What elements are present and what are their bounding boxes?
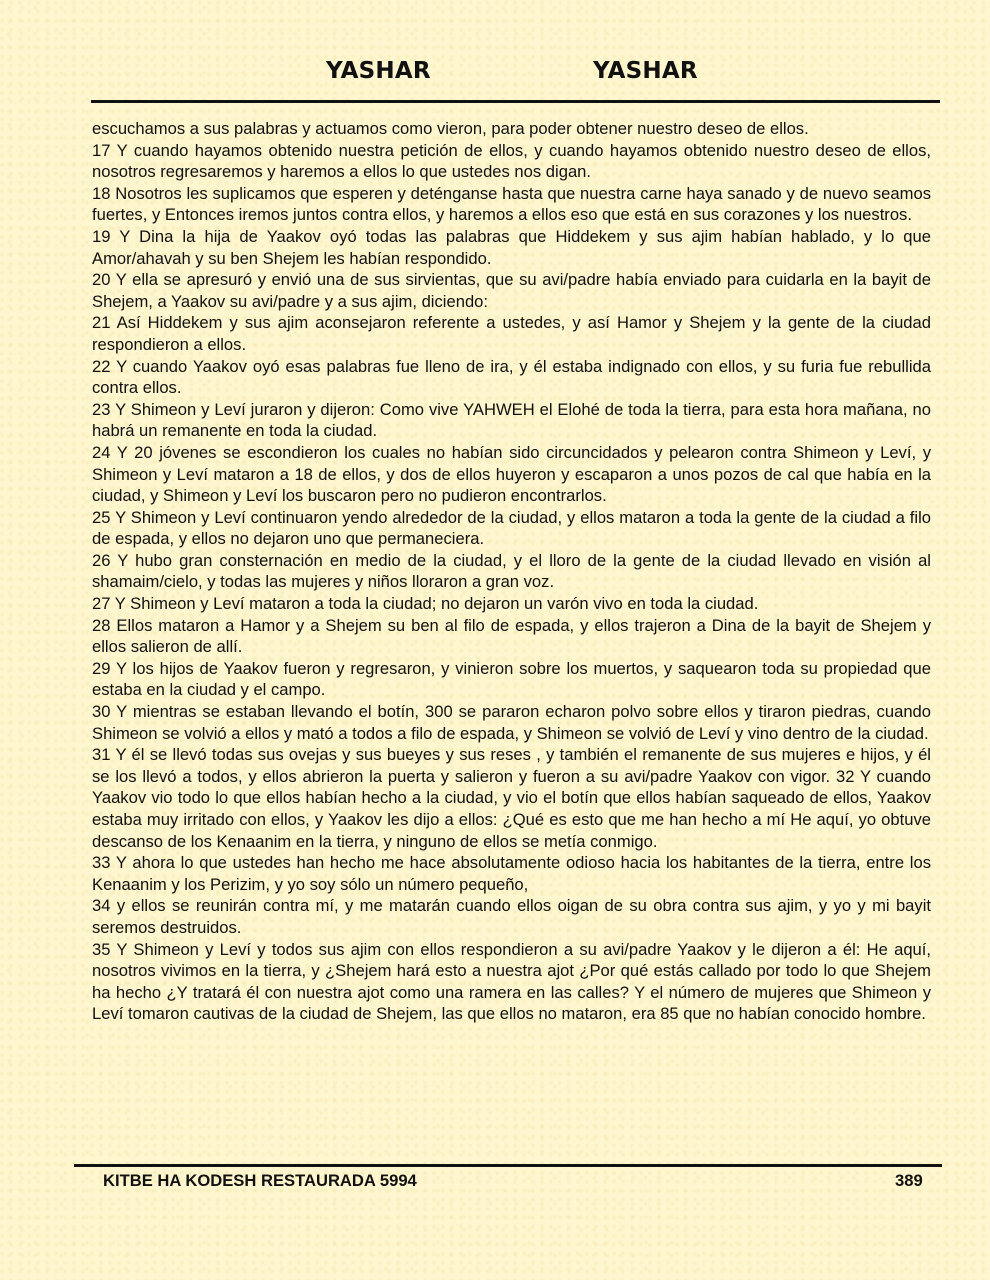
page-body — [92, 118, 931, 1158]
page-header — [0, 58, 990, 90]
page-number: 389 — [895, 1171, 923, 1190]
verse-27: 27 Y Shimeon y Leví mataron a toda la ciudad; no dejaron un varón vivo en toda la ciudad. — [92, 594, 759, 614]
verse-33: 33 Y ahora lo que ustedes han hecho me hace absolutamente odioso hacia los habitantes de la tierra, entre los Kenaanim y los Perizim, y yo soy sólo un número pequeño, — [92, 853, 931, 894]
verse-21: 21 Así Hiddekem y sus ajim aconsejaron referente a ustedes, y así Hamor y Shejem y la gente de la ciudad respondieron a ellos. — [92, 313, 931, 354]
verse-24: 24 Y 20 jóvenes se escondieron los cuales no habían sido circuncidados y pelearon contra Shimeon y Leví, y Shimeon y Leví mataron a 18 de ellos, y dos de ellos huyeron y escaparon a unos pozos de cal que había en la ciudad, y Shimeon y Leví los buscaron pero no pudieron encontrarlos. — [92, 442, 931, 506]
verse-26: 26 Y hubo gran consternación en medio de la ciudad, y el lloro de la gente de la ciudad llevado en visión al shamaim/cielo, y todas las mujeres y niños lloraron a gran voz. — [92, 550, 931, 592]
paragraph: escuchamos a sus palabras y actuamos como vieron, para poder obtener nuestro deseo de ellos. — [92, 119, 809, 138]
verse-19: 19 Y Dina la hija de Yaakov oyó todas las palabras que Hiddekem y sus ajim habían hablado, y lo que Amor/ahavah y su ben Shejem les habían respondido. — [92, 226, 931, 268]
header-divider — [91, 100, 940, 103]
verse-31-32: 31 Y él se llevó todas sus ovejas y sus bueyes y sus reses , y también el remanente de sus mujeres e hijos, y él se los llevó a todos, y ellos abrieron la puerta y salieron y fueron a su avi/padre Yaakov con vigor. 32 Y cuando Yaakov vio todo lo que ellos habían hecho a la ciudad, y vio el botín que ellos habían saqueado de ellos, Yaakov estaba muy irritado con ellos, y Yaakov les dijo a ellos: ¿Qué es esto que me han hecho a mí He aquí, yo obtuve descanso de los Kenaanim en la tierra, y ninguno de ellos se metía conmigo. — [92, 745, 931, 851]
header-title-left: YASHAR — [326, 58, 431, 84]
verse-18: 18 Nosotros les suplicamos que esperen y deténganse hasta que nuestra carne haya sanado y de nuevo seamos fuertes, y Entonces iremos juntos contra ellos, y haremos a ellos eso que está en sus corazones y los nuestros. — [92, 183, 931, 225]
verse-20: 20 Y ella se apresuró y envió una de sus sirvientas, que su avi/padre había enviado para cuidarla en la bayit de Shejem, a Yaakov su avi/padre y a sus ajim, diciendo: — [92, 270, 931, 311]
verse-29: 29 Y los hijos de Yaakov fueron y regresaron, y vinieron sobre los muertos, y saquearon toda su propiedad que estaba en la ciudad y el campo. — [92, 658, 931, 700]
verse-30: 30 Y mientras se estaban llevando el botín, 300 se pararon echaron polvo sobre ellos y tiraron piedras, cuando Shimeon se volvió a ellos y mató a todos a filo de espada, y Shimeon se volvió de Leví y vino dentro de la ciudad. — [92, 702, 931, 743]
verse-23: 23 Y Shimeon y Leví juraron y dijeron: Como vive YAHWEH el Elohé de toda la tierra, para esta hora mañana, no habrá un remanente en toda la ciudad. — [92, 399, 931, 441]
verse-17: 17 Y cuando hayamos obtenido nuestra petición de ellos, y cuando hayamos obtenido nuestro deseo de ellos, nosotros regresaremos y haremos a ellos lo que ustedes nos digan. — [92, 140, 931, 182]
footer-divider — [74, 1164, 942, 1167]
verse-35: 35 Y Shimeon y Leví y todos sus ajim con ellos respondieron a su avi/padre Yaakov y le dijeron a él: He aquí, nosotros vivimos en la tierra, y ¿Shejem hará esto a nuestra ajot ¿Por qué estás callado por todo lo que Shejem ha hecho ¿Y tratará él con nuestra ajot como una ramera en las calles? Y el número de mujeres que Shimeon y Leví tomaron cautivas de la ciudad de Shejem, las que ellos no mataron, era 85 que no habían conocido hombre. — [92, 939, 931, 1024]
footer-book-title: KITBE HA KODESH RESTAURADA 5994 — [103, 1171, 417, 1190]
verse-25: 25 Y Shimeon y Leví continuaron yendo alrededor de la ciudad, y ellos mataron a toda la gente de la ciudad a filo de espada, y ellos no dejaron uno que permaneciera. — [92, 507, 931, 549]
verse-28: 28 Ellos mataron a Hamor y a Shejem su ben al filo de espada, y ellos trajeron a Dina de la bayit de Shejem y ellos salieron de allí. — [92, 615, 931, 657]
header-title-right: YASHAR — [593, 58, 698, 84]
verse-34: 34 y ellos se reunirán contra mí, y me matarán cuando ellos oigan de su obra contra sus ajim, y yo y mi bayit seremos destruidos. — [92, 896, 931, 937]
verse-22: 22 Y cuando Yaakov oyó esas palabras fue lleno de ira, y él estaba indignado con ellos, y su furia fue rebullida contra ellos. — [92, 356, 931, 398]
